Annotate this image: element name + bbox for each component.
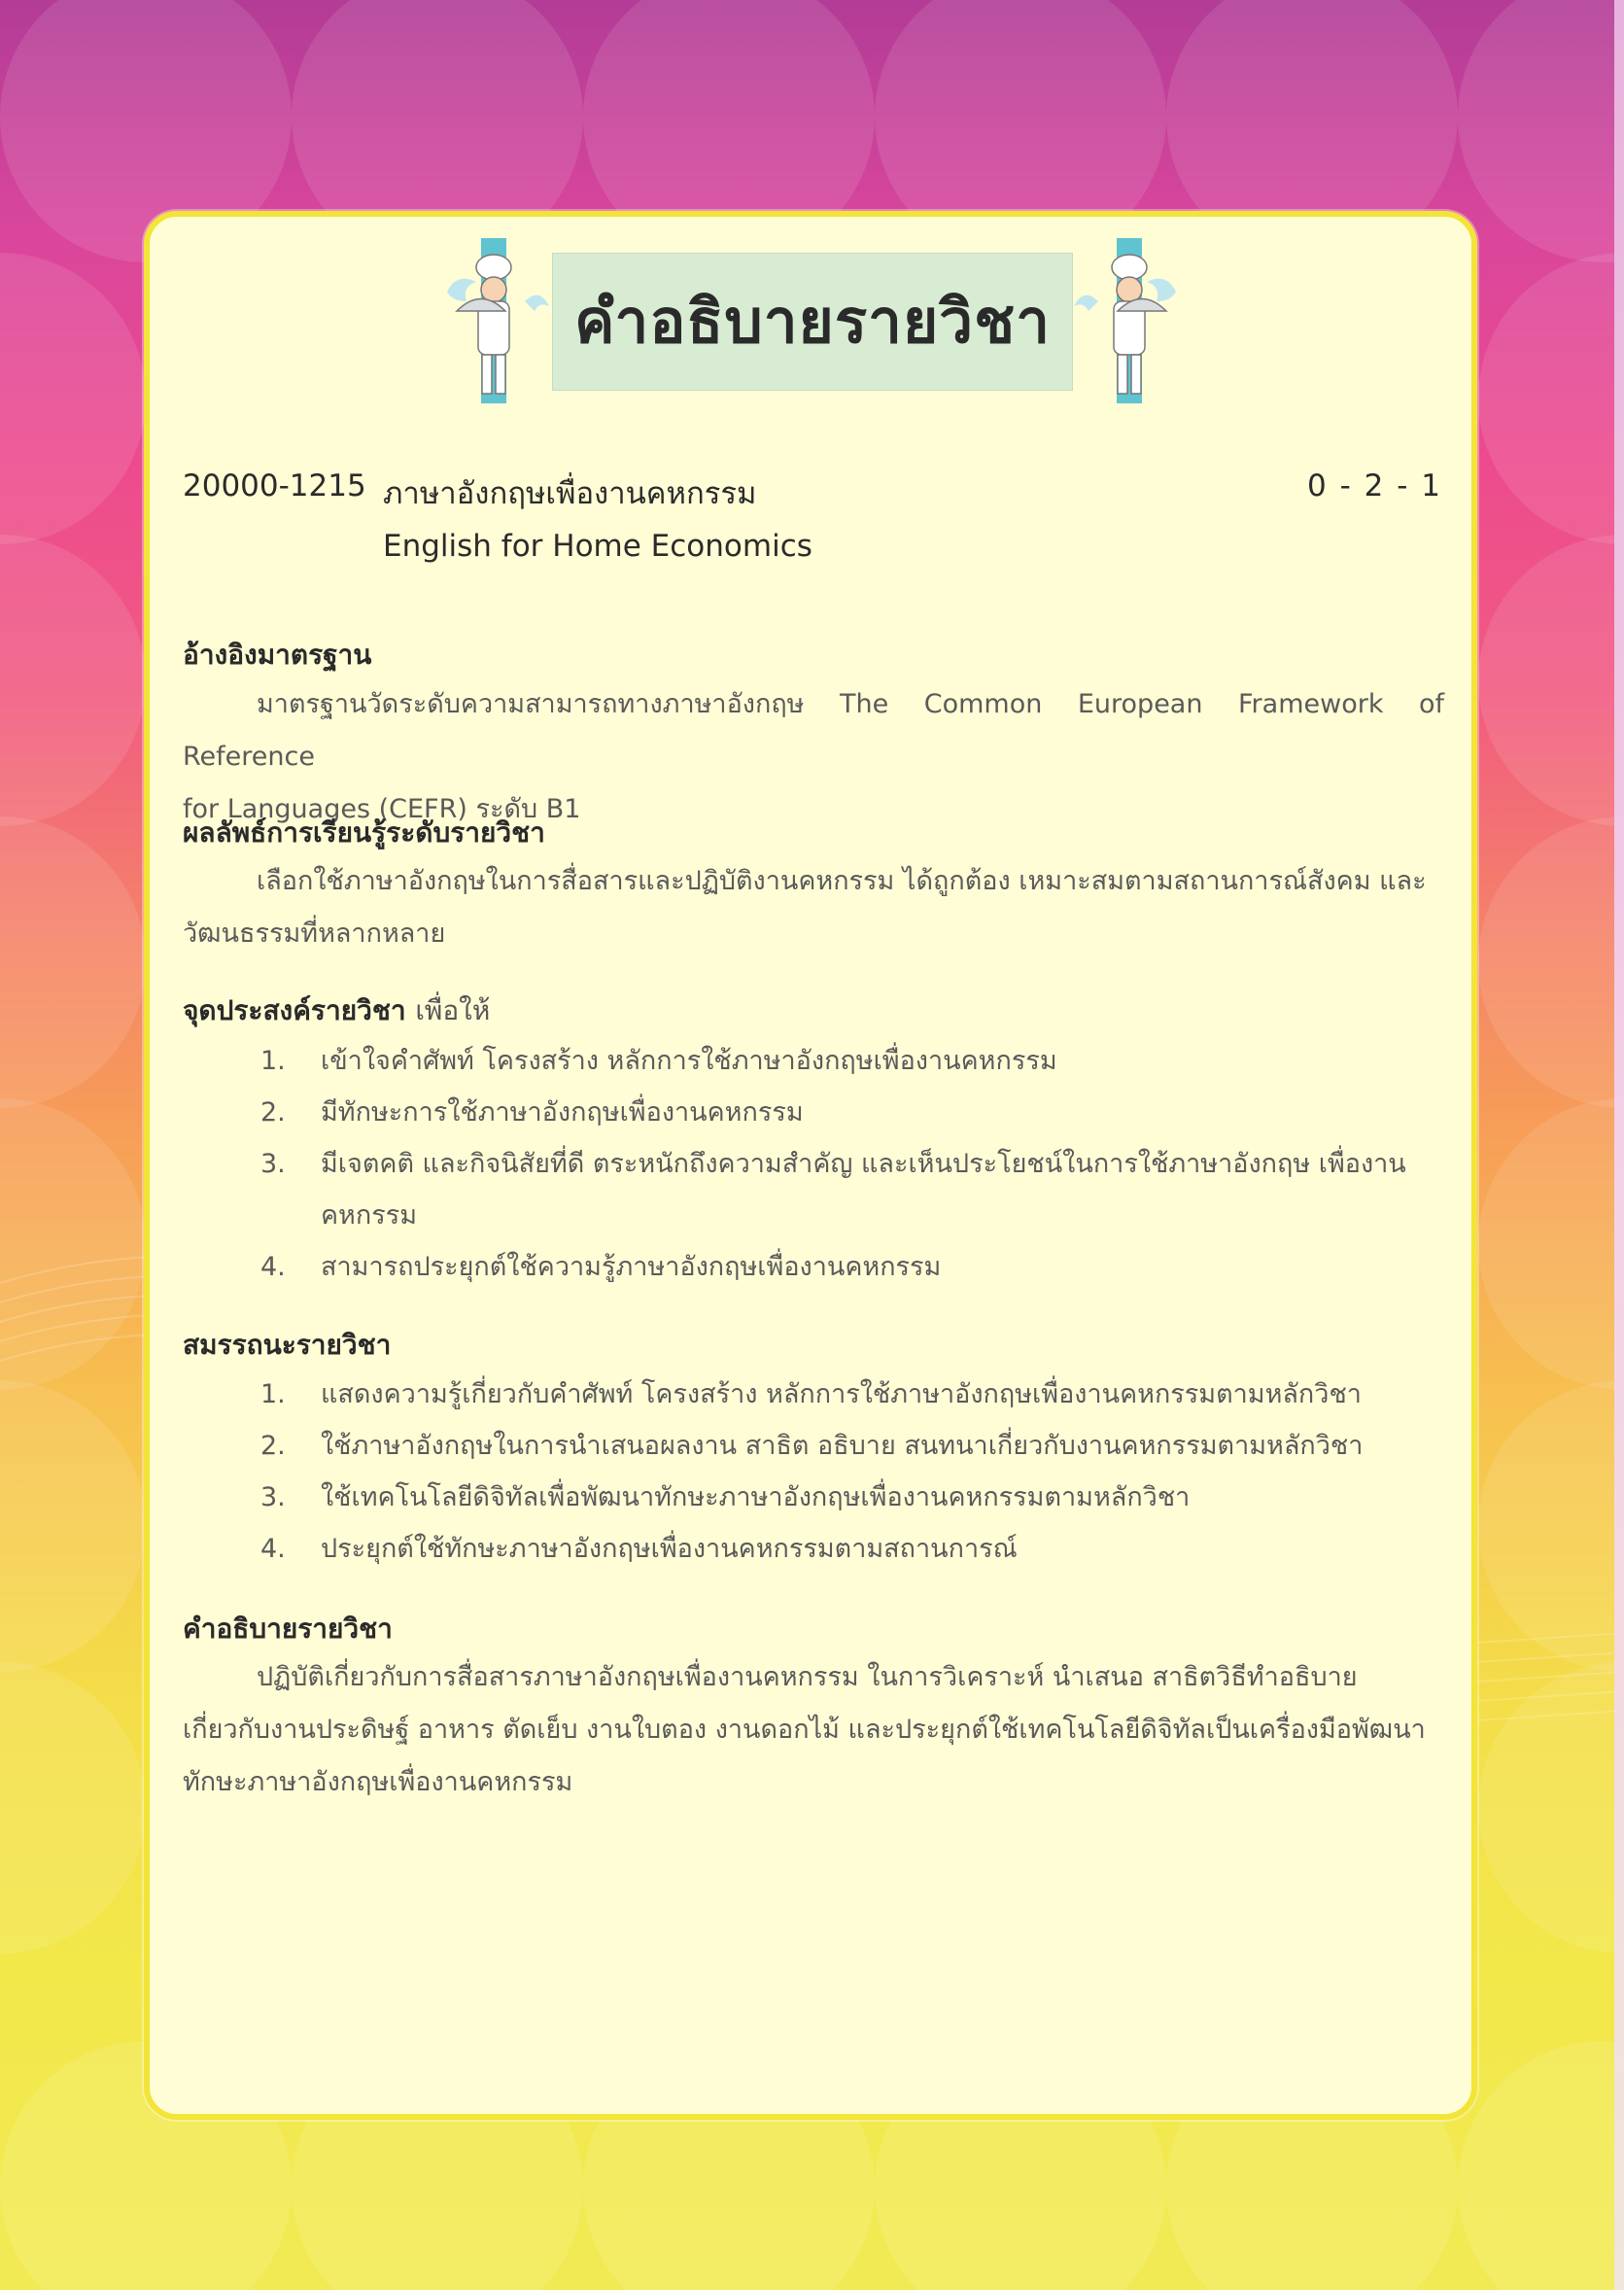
list-text: สามารถประยุกต์ใช้ความรู้ภาษาอังกฤษเพื่องานคหกรรม: [321, 1252, 942, 1282]
standard-heading: อ้างอิงมาตรฐาน: [183, 639, 372, 671]
list-text: ประยุกต์ใช้ทักษะภาษาอังกฤษเพื่องานคหกรรมตามสถานการณ์: [321, 1534, 1018, 1564]
list-number: 2.: [260, 1431, 286, 1461]
course-name-en: English for Home Economics: [383, 529, 812, 564]
description-line-2: เกี่ยวกับงานประดิษฐ์ อาหาร ตัดเย็บ งานใบตอง งานดอกไม้ และประยุกต์ใช้เทคโนโลยีดิจิทัลเป็นเครื่องมือพัฒนา: [183, 1715, 1426, 1745]
outcome-heading: ผลลัพธ์การเรียนรู้ระดับรายวิชา: [183, 816, 545, 849]
competency-heading: สมรรถนะรายวิชา: [183, 1329, 392, 1361]
page-edge-strip: [1614, 0, 1624, 2290]
description-line-3: ทักษะภาษาอังกฤษเพื่องานคหกรรม: [183, 1767, 573, 1797]
course-credit: 0 - 2 - 1: [1307, 468, 1442, 503]
list-text: มีเจตคติ และกิจนิสัยที่ดี ตระหนักถึงความสำคัญ และเห็นประโยชน์ในการใช้ภาษาอังกฤษ เพื่องาน: [321, 1149, 1406, 1179]
chef-illustration-left-icon: [437, 233, 554, 408]
list-number: 4.: [260, 1534, 286, 1564]
course-name-th: ภาษาอังกฤษเพื่องานคหกรรม: [383, 476, 757, 511]
title-banner: [552, 253, 1073, 391]
list-number: 3.: [260, 1149, 286, 1179]
objectives-heading: [183, 989, 490, 1032]
objectives-heading-suffix: เพื่อให้: [415, 994, 491, 1026]
standard-line-1: มาตรฐานวัดระดับความสามารถทางภาษาอังกฤษ The Common European Framework of Reference: [183, 689, 1444, 772]
list-text: เข้าใจคำศัพท์ โครงสร้าง หลักการใช้ภาษาอังกฤษเพื่องานคหกรรม: [321, 1046, 1057, 1076]
course-code: 20000-1215: [183, 468, 366, 503]
outcome-line-1: เลือกใช้ภาษาอังกฤษในการสื่อสารและปฏิบัติงานคหกรรม ได้ถูกต้อง เหมาะสมตามสถานการณ์สังคม และ: [257, 866, 1427, 896]
chef-illustration-right-icon: [1069, 233, 1186, 408]
list-number: 3.: [260, 1482, 286, 1512]
list-text: แสดงความรู้เกี่ยวกับคำศัพท์ โครงสร้าง หลักการใช้ภาษาอังกฤษเพื่องานคหกรรมตามหลักวิชา: [321, 1379, 1362, 1409]
description-line-1: ปฏิบัติเกี่ยวกับการสื่อสารภาษาอังกฤษเพื่องานคหกรรม ในการวิเคราะห์ นำเสนอ สาธิตวิธีทำอธิบาย: [257, 1662, 1358, 1692]
list-number: 4.: [260, 1252, 286, 1282]
title-area: [437, 233, 1186, 408]
list-text: มีทักษะการใช้ภาษาอังกฤษเพื่องานคหกรรม: [321, 1097, 804, 1128]
list-text: ใช้เทคโนโลยีดิจิทัลเพื่อพัฒนาทักษะภาษาอังกฤษเพื่องานคหกรรมตามหลักวิชา: [321, 1482, 1191, 1512]
list-text: คหกรรม: [321, 1200, 418, 1231]
description-text: [183, 1651, 1444, 1809]
standard-line-2: for Languages (CEFR) ระดับ B1: [183, 794, 581, 824]
page-title: คำอธิบายรายวิชา: [573, 286, 1052, 357]
list-number: 1.: [260, 1379, 286, 1409]
outcome-line-2: วัฒนธรรมที่หลากหลาย: [183, 919, 446, 949]
objectives-heading-label: จุดประสงค์รายวิชา: [183, 994, 406, 1026]
list-number: 1.: [260, 1046, 286, 1076]
outcome-text: [183, 855, 1444, 960]
description-heading: คำอธิบายรายวิชา: [183, 1613, 393, 1645]
list-text: ใช้ภาษาอังกฤษในการนำเสนอผลงาน สาธิต อธิบาย สนทนาเกี่ยวกับงานคหกรรมตามหลักวิชา: [321, 1431, 1364, 1461]
list-number: 2.: [260, 1097, 286, 1128]
